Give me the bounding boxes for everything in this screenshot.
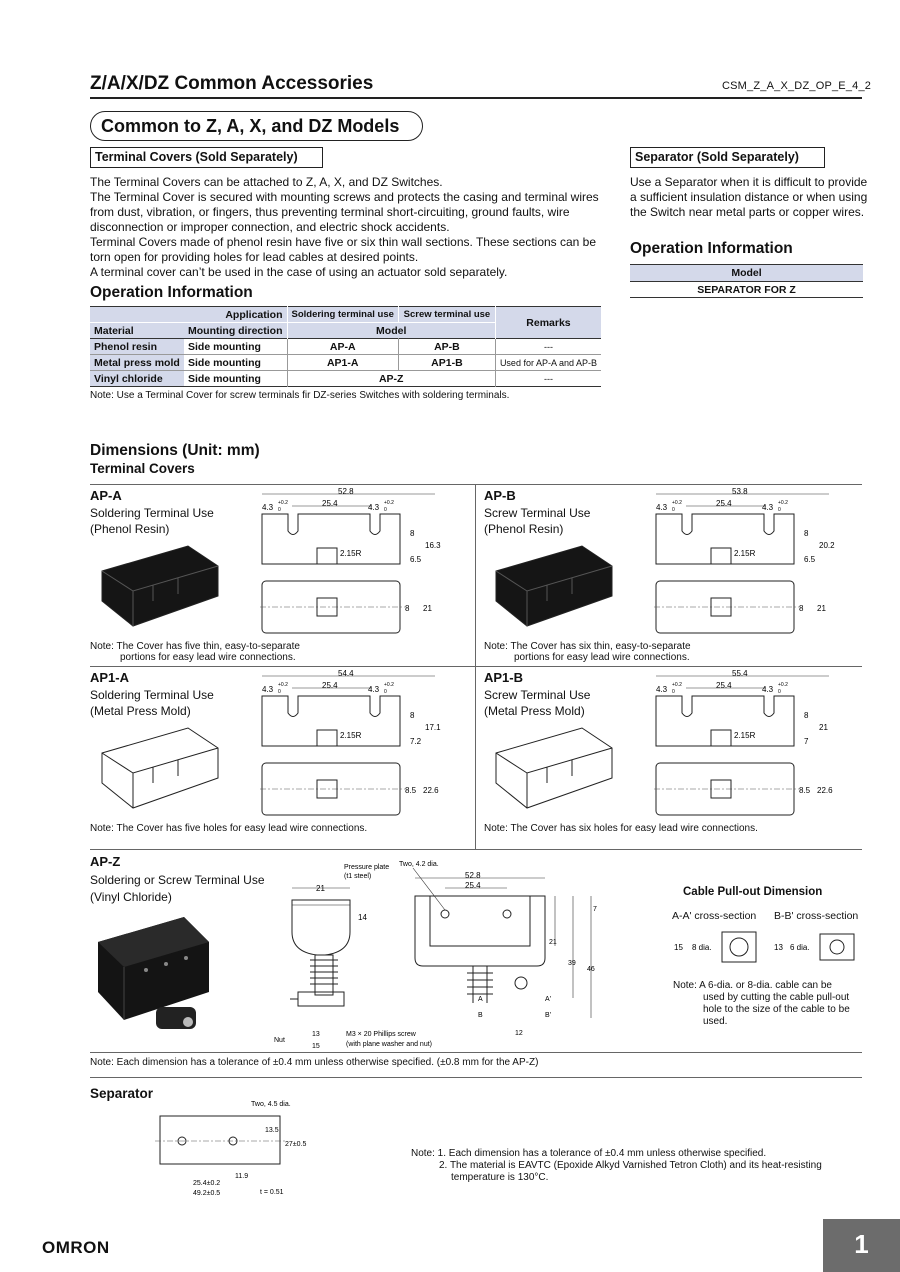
separator-dims-heading: Separator	[90, 1086, 154, 1101]
cover-photo-body	[102, 728, 218, 808]
apz-dim-label: 7	[593, 906, 597, 913]
sep-thick: t = 0.51	[260, 1189, 284, 1196]
sep-note-line: temperature is 130°C.	[451, 1172, 549, 1183]
dim-h3: 6.5	[410, 555, 422, 564]
dim-total: 53.8	[732, 487, 748, 496]
dim-h2: 16.3	[425, 541, 441, 550]
cover-photo-body	[496, 546, 612, 626]
sep-note-line: 2. The material is EAVTC (Epoxide Alkyd Varnished Tetron Cloth) and its heat-resisting	[439, 1160, 822, 1171]
dim-tol: +0.2	[278, 500, 288, 506]
cover-front-tab	[317, 548, 337, 564]
apz-line1: Soldering or Screw Terminal Use	[90, 873, 265, 887]
dim-slot: 4.3	[656, 503, 668, 512]
bb-dim: 13	[774, 943, 783, 952]
separator-op-heading: Operation Information	[630, 240, 793, 257]
dim-slot: 4.3	[762, 685, 774, 694]
apz-dim-label: 25.4	[465, 881, 481, 890]
material-header: Material	[90, 323, 184, 339]
cover-note: Note: The Cover has five holes for easy lead wire connections.	[90, 823, 368, 834]
separator-description: Use a Separator when it is difficult to provide a sufficient insulation distance or when using the Switch near metal parts or copper wires.	[630, 175, 868, 219]
cover-note: portions for easy lead wire connections.	[120, 652, 296, 663]
apz-screw1: M3 × 20 Phillips screw	[346, 1031, 416, 1038]
dim-tol: 0	[278, 689, 281, 695]
cover-top-outline	[656, 763, 794, 815]
apz-dim-label: 39	[568, 960, 576, 967]
tolerance-note: Note: Each dimension has a tolerance of ±0.4 mm unless otherwise specified. (±0.8 mm for the AP-Z)	[90, 1057, 539, 1068]
cover-front-tab	[711, 548, 731, 564]
cover-line2: (Metal Press Mold)	[484, 704, 585, 718]
sep-dim: 27±0.5	[285, 1141, 307, 1148]
cover-line1: Soldering Terminal Use	[90, 688, 214, 702]
separator-table-header: Model	[630, 264, 863, 281]
cable-note	[673, 980, 850, 1028]
divider	[90, 1052, 862, 1053]
dim-slot: 4.3	[762, 503, 774, 512]
mounting-header: Mounting direction	[184, 323, 287, 339]
apz-pressure-plate2: (t1 steel)	[344, 873, 372, 880]
apz-dim-label: 15	[312, 1043, 320, 1050]
terminal-covers-subheading: Terminal Covers	[90, 461, 195, 476]
dim-h2: 20.2	[819, 541, 835, 550]
dim-inner: 25.4	[322, 681, 338, 690]
cover-photo	[492, 723, 617, 813]
cable-note-line: used by cutting the cable pull-out	[703, 992, 850, 1003]
separator-table-value: SEPARATOR FOR Z	[630, 281, 863, 298]
dim-tol: +0.2	[672, 500, 682, 506]
cover-line2: (Phenol Resin)	[484, 522, 564, 536]
cover-top-outline	[262, 581, 400, 633]
dim-total: 55.4	[732, 669, 748, 678]
omron-logo: OMRON	[42, 1238, 110, 1257]
cover-photo	[98, 541, 223, 631]
cover-line1: Soldering Terminal Use	[90, 506, 214, 520]
paragraph: The Terminal Cover is secured with mounting screws and protects the casing and terminal wires from dust, vibration, or fingers, thus preventing terminal short-circuiting, ground faults, wire disconnection or improper connection, and electric shock accidents.	[90, 190, 599, 234]
dim-h1: 8	[410, 711, 415, 720]
cover-name: AP1-B	[484, 670, 524, 685]
dim-inner: 25.4	[716, 681, 732, 690]
dim-tol: 0	[278, 507, 281, 513]
apz-dim-label: 21	[549, 939, 557, 946]
dim-tol: 0	[384, 507, 387, 513]
apz-b-label: B	[478, 1012, 483, 1019]
cover-photo	[492, 541, 617, 631]
operation-info-heading: Operation Information	[90, 284, 253, 301]
dim-w: 8.5	[799, 786, 811, 795]
dim-h2: 17.1	[425, 723, 441, 732]
dim-tol: +0.2	[672, 682, 682, 688]
separator-notes	[411, 1148, 822, 1184]
cable-cross-sections	[672, 926, 867, 968]
cover-photo	[98, 723, 223, 813]
divider	[90, 666, 862, 667]
dim-h1: 8	[804, 529, 809, 538]
apz-dim-label: 12	[515, 1030, 523, 1037]
cable-note-line: hole to the size of the cable to be	[703, 1004, 850, 1015]
cover-photo-body	[102, 546, 218, 626]
dim-d: 21	[817, 604, 826, 613]
separator-table	[630, 264, 863, 298]
apz-pressure-plate: Pressure plate	[344, 864, 390, 871]
dim-h3: 6.5	[804, 555, 816, 564]
dim-slot: 4.3	[656, 685, 668, 694]
document-code: CSM_Z_A_X_DZ_OP_E_4_2	[722, 80, 872, 92]
apz-dim-label: 21	[316, 884, 325, 893]
model-header: Model	[287, 323, 495, 339]
material-cell: Metal press mold	[90, 355, 184, 371]
divider	[90, 484, 862, 485]
apz-dim-label: 46	[587, 966, 595, 973]
material-cell: Vinyl chloride	[90, 371, 184, 387]
screw-header: Screw terminal use	[398, 307, 495, 323]
divider	[90, 849, 862, 850]
dim-slot: 4.3	[262, 685, 274, 694]
bb-label: B-B' cross-section	[774, 910, 859, 922]
cover-line2: (Metal Press Mold)	[90, 704, 191, 718]
remarks-cell: ---	[543, 341, 553, 352]
cover-line2: (Phenol Resin)	[90, 522, 170, 536]
apz-ap-label: A'	[545, 996, 552, 1003]
dimensions-heading: Dimensions (Unit: mm)	[90, 442, 260, 459]
model-cell: AP1-A	[287, 355, 398, 371]
sep-dim: 49.2±0.5	[193, 1190, 221, 1197]
cover-top-outline	[262, 763, 400, 815]
dim-h2: 21	[819, 723, 828, 732]
dim-slot: 4.3	[368, 503, 380, 512]
dim-radius: 2.15R	[734, 549, 756, 558]
dim-total: 52.8	[338, 487, 354, 496]
model-cell: AP-Z	[287, 371, 495, 387]
dim-radius: 2.15R	[340, 731, 362, 740]
dim-d: 21	[423, 604, 432, 613]
dim-h1: 8	[804, 711, 809, 720]
bb-dia: 6 dia.	[790, 943, 810, 952]
apz-bp-label: B'	[545, 1012, 552, 1019]
model-cell: AP1-B	[398, 355, 495, 371]
apz-a-label: A	[478, 996, 483, 1003]
remarks-cell: Used for AP-A and AP-B	[499, 357, 597, 368]
terminal-covers-heading: Terminal Covers (Sold Separately)	[90, 147, 323, 168]
cable-title: Cable Pull-out Dimension	[683, 886, 823, 898]
mounting-cell: Side mounting	[184, 371, 287, 387]
dim-h3: 7	[804, 737, 809, 746]
sep-dim: 25.4±0.2	[193, 1180, 221, 1187]
cover-note: portions for easy lead wire connections.	[514, 652, 690, 663]
mounting-cell: Side mounting	[184, 355, 287, 371]
cover-front-outline	[656, 514, 794, 564]
dim-radius: 2.15R	[734, 731, 756, 740]
dim-h3: 7.2	[410, 737, 422, 746]
cable-note-line: Note: A 6-dia. or 8-dia. cable can be	[673, 980, 832, 991]
dim-h1: 8	[410, 529, 415, 538]
dim-d: 22.6	[817, 786, 833, 795]
aa-label: A-A' cross-section	[672, 910, 757, 922]
dim-inner: 25.4	[322, 499, 338, 508]
apz-nut-label: Nut	[274, 1037, 285, 1044]
model-cell: AP-A	[287, 339, 398, 355]
dim-tol: +0.2	[384, 682, 394, 688]
cover-note: Note: The Cover has five thin, easy-to-separate	[90, 641, 300, 652]
soldering-header: Soldering terminal use	[287, 307, 398, 323]
remarks-header: Remarks	[495, 307, 601, 339]
material-cell: Phenol resin	[90, 339, 184, 355]
cover-dimension-drawing	[260, 668, 470, 823]
table-note: Note: Use a Terminal Cover for screw terminals fir DZ-series Switches with soldering terminals.	[90, 390, 510, 401]
dim-tol: 0	[672, 507, 675, 513]
sep-dim: 11.9	[235, 1173, 249, 1180]
operation-table	[90, 306, 601, 387]
apz-dim-label: 52.8	[465, 871, 481, 880]
apz-front-view	[395, 858, 610, 1043]
cable-note-line: used.	[703, 1016, 728, 1027]
apz-photo	[94, 912, 214, 1037]
cover-front-outline	[262, 514, 400, 564]
cover-dimension-drawing	[654, 486, 864, 641]
cover-line1: Screw Terminal Use	[484, 688, 591, 702]
header-rule	[90, 97, 862, 99]
dim-w: 8.5	[405, 786, 417, 795]
application-header: Application	[90, 307, 287, 323]
dim-tol: +0.2	[778, 682, 788, 688]
cover-name: AP1-A	[90, 670, 130, 685]
dim-w: 8	[405, 604, 410, 613]
divider	[475, 484, 476, 849]
apz-dim-label: 13	[312, 1031, 320, 1038]
cover-photo-body	[496, 728, 612, 808]
page-number: 1	[823, 1219, 900, 1272]
apz-name: AP-Z	[90, 854, 121, 869]
separator-heading: Separator (Sold Separately)	[630, 147, 825, 168]
page-header-title: Z/A/X/DZ Common Accessories	[90, 73, 374, 94]
terminal-covers-description	[90, 175, 605, 280]
cover-line1: Screw Terminal Use	[484, 506, 591, 520]
apz-line2: (Vinyl Chloride)	[90, 890, 172, 904]
sep-dim: 13.5	[265, 1127, 279, 1134]
sep-holes: Two, 4.5 dia.	[251, 1101, 291, 1108]
apz-holes-label: Two, 4.2 dia.	[399, 861, 439, 868]
mounting-cell: Side mounting	[184, 339, 287, 355]
cover-name: AP-B	[484, 488, 516, 503]
dim-tol: +0.2	[778, 500, 788, 506]
divider	[90, 1077, 862, 1078]
dim-tol: 0	[778, 689, 781, 695]
cover-note: Note: The Cover has six thin, easy-to-separate	[484, 641, 691, 652]
cover-name: AP-A	[90, 488, 122, 503]
paragraph: The Terminal Covers can be attached to Z, A, X, and DZ Switches.	[90, 175, 443, 189]
cover-note: Note: The Cover has six holes for easy lead wire connections.	[484, 823, 758, 834]
cover-top-outline	[656, 581, 794, 633]
aa-dia: 8 dia.	[692, 943, 712, 952]
apz-dim-label: 14	[358, 913, 367, 922]
aa-dim: 15	[674, 943, 683, 952]
dim-d: 22.6	[423, 786, 439, 795]
dim-slot: 4.3	[368, 685, 380, 694]
dim-tol: 0	[778, 507, 781, 513]
cover-front-outline	[262, 696, 400, 746]
remarks-cell: ---	[543, 373, 553, 384]
cover-front-tab	[711, 730, 731, 746]
dim-w: 8	[799, 604, 804, 613]
dim-total: 54.4	[338, 669, 354, 678]
section-title: Common to Z, A, X, and DZ Models	[90, 111, 423, 141]
cover-front-outline	[656, 696, 794, 746]
dim-tol: +0.2	[384, 500, 394, 506]
separator-drawing	[155, 1098, 325, 1198]
cover-dimension-drawing	[654, 668, 864, 823]
paragraph: A terminal cover can’t be used in the case of using an actuator sold separately.	[90, 265, 508, 279]
paragraph: Terminal Covers made of phenol resin have five or six thin wall sections. These sections can be torn open for providing holes for lead cables at desired points.	[90, 235, 597, 264]
dim-radius: 2.15R	[340, 549, 362, 558]
cover-dimension-drawing	[260, 486, 470, 641]
dim-tol: 0	[672, 689, 675, 695]
dim-tol: 0	[384, 689, 387, 695]
dim-tol: +0.2	[278, 682, 288, 688]
model-cell: AP-B	[398, 339, 495, 355]
dim-slot: 4.3	[262, 503, 274, 512]
apz-screw2: (with plane washer and nut)	[346, 1041, 432, 1048]
sep-note-line: Note: 1. Each dimension has a tolerance of ±0.4 mm unless otherwise specified.	[411, 1148, 767, 1159]
cover-front-tab	[317, 730, 337, 746]
dim-inner: 25.4	[716, 499, 732, 508]
